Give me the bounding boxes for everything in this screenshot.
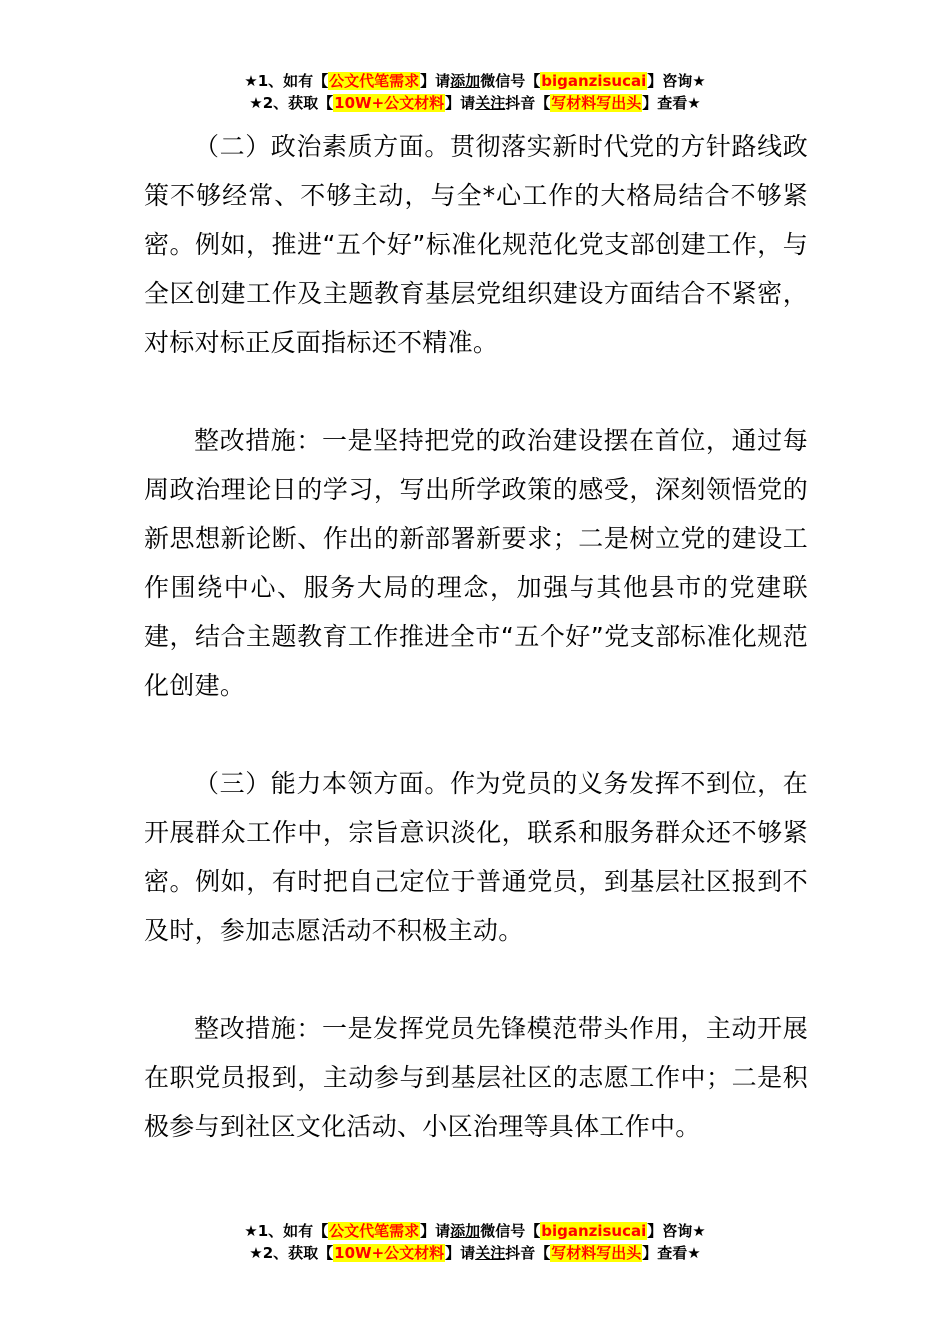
banner-text: 】咨询 (647, 72, 693, 90)
document-body (144, 122, 808, 1151)
paragraph-political-quality: （二）政治素质方面。贯彻落实新时代党的方针路线政策不够经常、不够主动，与全*心工作的大格局结合不够紧密。例如，推进“五个好”标准化规范化党支部创建工作，与全区创建工作及主题教育基层党组织建设方面结合不紧密，对标对标正反面指标还不精准。 (144, 132, 808, 357)
banner-text: 2、获取【 (262, 94, 334, 112)
highlight-request: 公文代笔需求 (329, 72, 420, 90)
underline-add: 添加 (450, 72, 481, 90)
star-icon: ★ (249, 94, 263, 112)
star-icon: ★ (244, 1222, 258, 1240)
paragraph-rectification-2: 整改措施：一是发挥党员先锋模范带头作用，主动开展在职党员报到，主动参与到基层社区的志愿工作中；二是积极参与到社区文化活动、小区治理等具体工作中。 (144, 1014, 808, 1141)
banner-text: 2、获取【 (262, 1244, 334, 1262)
footer-banner (0, 1220, 950, 1264)
underline-follow: 关注 (475, 94, 506, 112)
underline-add: 添加 (450, 1222, 481, 1240)
banner-text: 】查看 (642, 1244, 688, 1262)
banner-text: 】查看 (642, 94, 688, 112)
star-icon: ★ (692, 1222, 706, 1240)
banner-line-1 (0, 70, 950, 92)
banner-line-2 (0, 1242, 950, 1264)
paragraph-ability: （三）能力本领方面。作为党员的义务发挥不到位，在开展群众工作中，宗旨意识淡化，联系和服务群众还不够紧密。例如，有时把自己定位于普通党员，到基层社区报到不及时，参加志愿活动不积极主动。 (144, 769, 808, 945)
banner-text: 抖音【 (505, 1244, 551, 1262)
highlight-wechat-id: biganzisucai (541, 1222, 647, 1240)
star-icon: ★ (687, 94, 701, 112)
star-icon: ★ (244, 72, 258, 90)
highlight-douyin-name: 写材料写出头 (551, 94, 642, 112)
star-icon: ★ (249, 1244, 263, 1262)
highlight-request: 公文代笔需求 (329, 1222, 420, 1240)
paragraph-gap (144, 710, 808, 759)
star-icon: ★ (687, 1244, 701, 1262)
underline-follow: 关注 (475, 1244, 506, 1262)
star-icon: ★ (692, 72, 706, 90)
paragraph-rectification-1: 整改措施：一是坚持把党的政治建设摆在首位，通过每周政治理论日的学习，写出所学政策的感受，深刻领悟党的新思想新论断、作出的新部署新要求；二是树立党的建设工作围绕中心、服务大局的理念，加强与其他县市的党建联建，结合主题教育工作推进全市“五个好”党支部标准化规范化创建。 (144, 426, 808, 700)
paragraph-gap (144, 955, 808, 1004)
highlight-douyin-name: 写材料写出头 (551, 1244, 642, 1262)
banner-text: 微信号【 (480, 1222, 541, 1240)
banner-line-2 (0, 92, 950, 114)
banner-text: 抖音【 (505, 94, 551, 112)
header-banner (0, 70, 950, 114)
paragraph-gap (144, 367, 808, 416)
banner-text: 】请 (445, 94, 476, 112)
banner-text: 】请 (420, 72, 451, 90)
banner-text: 1、如有【 (257, 72, 329, 90)
banner-text: 】请 (445, 1244, 476, 1262)
banner-text: 】咨询 (647, 1222, 693, 1240)
highlight-wechat-id: biganzisucai (541, 72, 647, 90)
banner-text: 微信号【 (480, 72, 541, 90)
banner-line-1 (0, 1220, 950, 1242)
highlight-materials: 10W+公文材料 (334, 1244, 445, 1262)
banner-text: 1、如有【 (257, 1222, 329, 1240)
highlight-materials: 10W+公文材料 (334, 94, 445, 112)
banner-text: 】请 (420, 1222, 451, 1240)
